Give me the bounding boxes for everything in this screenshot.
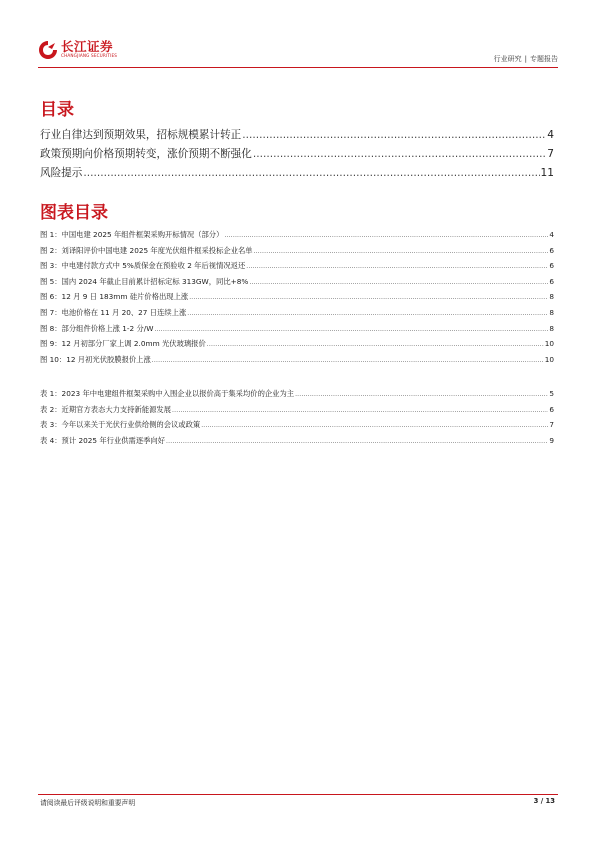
figure-entry[interactable] [40, 355, 554, 371]
report-type-label: 专题报告 [530, 55, 558, 63]
footer-disclaimer: 请阅读最后评级说明和重要声明 [40, 799, 136, 807]
figure-entry[interactable] [40, 308, 554, 324]
figure-entry-page[interactable]: 8 [549, 307, 554, 317]
logo-text-en: CHANGJIANG SECURITIES [61, 53, 118, 58]
figure-entry-page[interactable]: 10 [544, 354, 554, 364]
figure-entry-label[interactable]: 图 6：12 月 9 日 183mm 硅片价格出现上涨 [40, 292, 189, 302]
toc-leader-dots [295, 391, 548, 398]
toc-leader-dots [201, 422, 548, 429]
figure-entry-label[interactable]: 图 10：12 月初光伏胶膜报价上涨 [40, 354, 151, 364]
table-entry-page[interactable]: 9 [549, 435, 554, 445]
table-entry-page[interactable]: 6 [549, 404, 554, 414]
page-header [38, 40, 558, 66]
table-entry-page[interactable]: 7 [549, 420, 554, 430]
toc-leader-dots [207, 341, 544, 348]
figure-entry-label[interactable]: 图 9：12 月初部分厂家上调 2.0mm 光伏玻璃报价 [40, 339, 206, 349]
category-label: 行业研究 [493, 55, 522, 63]
table-entry-label[interactable]: 表 4：预计 2025 年行业供需逐季向好 [40, 435, 166, 445]
report-category [494, 54, 558, 64]
toc-leader-dots [224, 232, 548, 239]
toc-leader-dots [242, 129, 546, 141]
figure-entry-label[interactable]: 图 3：中电建付款方式中 5%质保金在预验收 2 年后视情况返还 [40, 261, 246, 271]
table-entry-label[interactable]: 表 2：近期官方表态大力支持新能源发展 [40, 404, 172, 414]
toc-leader-dots [152, 357, 544, 364]
figure-entry[interactable] [40, 277, 554, 293]
toc-leader-dots [154, 326, 548, 333]
toc-leader-dots [189, 294, 548, 301]
toc-leader-dots [249, 279, 548, 286]
figure-entry-label[interactable]: 图 7：电池价格在 11 月 20、27 日连续上涨 [40, 307, 187, 317]
figure-entry[interactable] [40, 324, 554, 340]
contents-title: 目录 [40, 100, 74, 120]
toc-entry-page[interactable]: 11 [540, 167, 554, 179]
table-entry-label[interactable]: 表 1：2023 年中电建组件框架采购中入围企业以报价高于集采均价的企业为主 [40, 389, 295, 398]
toc-leader-dots [254, 248, 549, 255]
toc-leader-dots [187, 310, 548, 317]
table-entry[interactable] [40, 389, 554, 405]
figure-entry-page[interactable]: 10 [544, 339, 554, 349]
toc-entry-label[interactable]: 风险提示 [40, 167, 83, 179]
figure-entry-page[interactable]: 6 [549, 261, 554, 271]
toc-leader-dots [253, 148, 546, 160]
toc-entry-label[interactable]: 行业自律达到预期效果，招标规模累计转正 [40, 129, 242, 141]
toc-entry[interactable] [40, 165, 554, 184]
contents-list [40, 127, 554, 184]
category-separator: | [524, 55, 527, 63]
figures-title: 图表目录 [40, 203, 108, 223]
figure-entry[interactable] [40, 261, 554, 277]
toc-leader-dots [83, 167, 539, 179]
toc-entry-page[interactable]: 4 [547, 129, 554, 141]
toc-leader-dots [166, 438, 548, 445]
toc-leader-dots [246, 263, 548, 270]
toc-leader-dots [172, 407, 548, 414]
figure-entry-label[interactable]: 图 2：刘译阳评价中国电建 2025 年度光伏组件框采投标企业名单 [40, 245, 253, 255]
figure-entry-page[interactable]: 8 [549, 323, 554, 333]
figure-entry-page[interactable]: 6 [549, 276, 554, 286]
logo-mark-icon [38, 40, 58, 60]
table-entry[interactable] [40, 420, 554, 436]
figure-entry-page[interactable]: 6 [549, 245, 554, 255]
toc-entry-label[interactable]: 政策预期向价格预期转变，涨价预期不断强化 [40, 148, 252, 160]
figure-entry-label[interactable]: 图 5：国内 2024 年截止目前累计招标定标 313GW，同比+8% [40, 276, 249, 286]
figure-entry[interactable] [40, 339, 554, 355]
table-entry[interactable] [40, 405, 554, 421]
figure-entry-page[interactable]: 8 [549, 292, 554, 302]
table-list [40, 389, 554, 451]
toc-entry[interactable] [40, 127, 554, 146]
header-divider [38, 67, 558, 68]
figure-entry-page[interactable]: 4 [549, 230, 554, 239]
table-entry-page[interactable]: 5 [549, 389, 554, 398]
logo-text-cn: 长江证券 [61, 39, 114, 54]
toc-entry[interactable] [40, 146, 554, 165]
toc-entry-page[interactable]: 7 [547, 148, 554, 160]
figure-entry-label[interactable]: 图 8：部分组件价格上涨 1-2 分/W [40, 323, 154, 333]
table-entry-label[interactable]: 表 3：今年以来关于光伏行业供给侧的会议或政策 [40, 420, 201, 430]
table-entry[interactable] [40, 436, 554, 452]
company-logo [38, 40, 117, 64]
figure-list [40, 230, 554, 370]
page-number: 3 / 13 [533, 797, 555, 805]
figure-entry-label[interactable]: 图 1：中国电建 2025 年组件框架采购开标情况（部分） [40, 230, 224, 239]
figure-entry[interactable] [40, 246, 554, 262]
figure-entry[interactable] [40, 230, 554, 246]
footer-divider [38, 794, 558, 795]
figure-entry[interactable] [40, 292, 554, 308]
